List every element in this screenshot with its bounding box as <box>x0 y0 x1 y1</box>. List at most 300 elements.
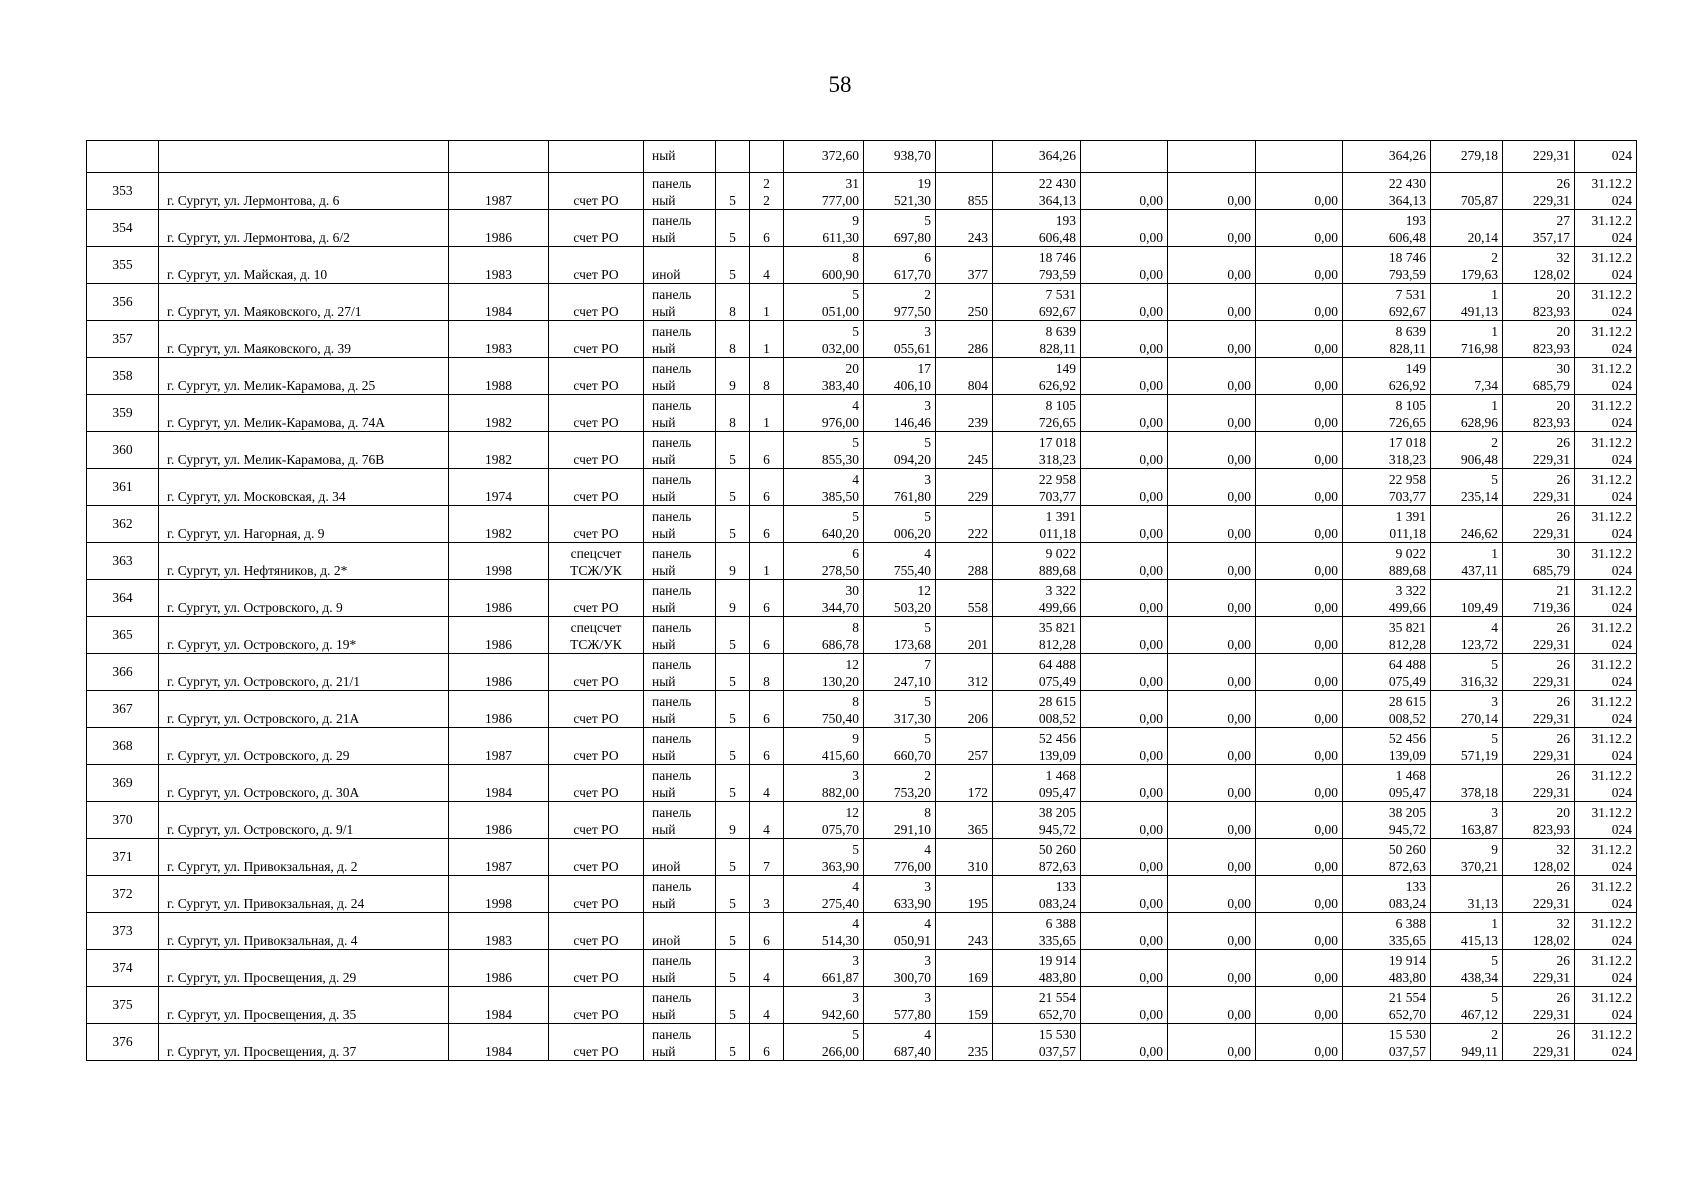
cell-line: 1986 <box>485 673 512 689</box>
cell-line: 235 <box>967 1043 988 1059</box>
cell-line: 0,00 <box>1227 784 1251 800</box>
max-unit-cost-cell <box>1503 543 1575 580</box>
fund-method-cell <box>549 506 644 543</box>
total-area-cell <box>784 506 864 543</box>
fund-source-2-cell <box>1168 432 1256 469</box>
fund-source-3-cell <box>1256 765 1343 802</box>
entrances-cell <box>750 247 784 284</box>
cell-line: 22 958 <box>1388 472 1426 487</box>
cell-line: 385,50 <box>821 488 859 504</box>
fund-source-3-cell <box>1256 432 1343 469</box>
fund-method-cell <box>549 876 644 913</box>
fund-source-1-cell <box>1081 876 1168 913</box>
cell-line: 364,26 <box>1038 148 1076 164</box>
cell-line: 335,65 <box>1388 932 1426 948</box>
cell-line: 0,00 <box>1139 673 1163 689</box>
cell-line: 239 <box>967 414 988 430</box>
cell-line: панель <box>652 694 692 709</box>
cell-line: 697,80 <box>893 229 931 245</box>
address-cell: г. Сургут, ул. Лермонтова, д. 6 <box>159 173 449 210</box>
cost-cell <box>993 765 1081 802</box>
cell-line: 31.12.2 <box>1591 287 1632 302</box>
cell-line: 1 <box>763 303 770 319</box>
cell-line: 793,59 <box>1038 266 1076 282</box>
cell-line: 977,50 <box>893 303 931 319</box>
cell-line: 193 <box>1405 213 1426 228</box>
cell-line: 8 <box>763 673 770 689</box>
cell-line: 5 <box>729 229 736 245</box>
cell-line: 2 <box>1491 250 1498 265</box>
cell-line: счет РО <box>573 784 619 800</box>
row-number-cell: 360 <box>87 432 159 469</box>
cell-line: 3 <box>924 953 931 968</box>
cell-line: 6 <box>763 451 770 467</box>
residents-cell <box>936 284 993 321</box>
cell-line: 0,00 <box>1139 266 1163 282</box>
cell-line: 243 <box>967 932 988 948</box>
year-built-cell <box>449 506 549 543</box>
deadline-cell <box>1575 141 1637 173</box>
cell-line: 1982 <box>485 451 512 467</box>
address-cell: г. Сургут, ул. Просвещения, д. 29 <box>159 950 449 987</box>
owner-funds-cell <box>1343 580 1431 617</box>
cell-line: 467,12 <box>1460 1006 1498 1022</box>
cell-line: 31.12.2 <box>1591 546 1632 561</box>
cell-line: 229,31 <box>1532 784 1570 800</box>
max-unit-cost-cell <box>1503 358 1575 395</box>
cell-line: 1983 <box>485 340 512 356</box>
cell-line: 8 639 <box>1395 324 1426 339</box>
row-number-cell <box>87 141 159 173</box>
total-area-cell <box>784 321 864 358</box>
fund-source-3-cell <box>1256 802 1343 839</box>
entrances-cell <box>750 506 784 543</box>
cell-line: 0,00 <box>1139 821 1163 837</box>
cell-line: 15 530 <box>1038 1027 1076 1042</box>
cell-line: 024 <box>1611 266 1632 282</box>
owner-funds-cell <box>1343 358 1431 395</box>
cell-line: 312 <box>967 673 988 689</box>
cell-line: 4 <box>852 472 859 487</box>
cell-line: 1983 <box>485 266 512 282</box>
cell-line: 26 <box>1556 435 1570 450</box>
cell-line: 1 391 <box>1395 509 1426 524</box>
cell-line: 1 <box>763 562 770 578</box>
cell-line: 812,28 <box>1388 636 1426 652</box>
max-unit-cost-cell <box>1503 173 1575 210</box>
cell-line: 1987 <box>485 192 512 208</box>
table-row <box>87 284 1637 321</box>
cell-line: 0,00 <box>1227 266 1251 282</box>
cell-line: 0,00 <box>1314 266 1338 282</box>
living-area-cell <box>864 728 936 765</box>
cell-line: спецсчет <box>570 620 622 635</box>
cell-line: 1984 <box>485 1006 512 1022</box>
owner-funds-cell <box>1343 839 1431 876</box>
cell-line: 31.12.2 <box>1591 805 1632 820</box>
cell-line: 692,67 <box>1038 303 1076 319</box>
fund-source-2-cell <box>1168 1024 1256 1061</box>
cell-line: 0,00 <box>1227 229 1251 245</box>
cell-line: 5 <box>729 969 736 985</box>
cell-line: 5 <box>729 525 736 541</box>
cell-line: 19 914 <box>1388 953 1426 968</box>
wall-material-cell <box>644 691 716 728</box>
cell-line: 0,00 <box>1314 673 1338 689</box>
cell-line: 0,00 <box>1314 1006 1338 1022</box>
cell-line: ный <box>652 747 676 763</box>
fund-source-1-cell <box>1081 321 1168 358</box>
cell-line: 0,00 <box>1139 414 1163 430</box>
year-built-cell <box>449 141 549 173</box>
cell-line: 1 <box>1491 398 1498 413</box>
deadline-cell <box>1575 321 1637 358</box>
cell-line: ный <box>652 673 676 689</box>
cell-line: 123,72 <box>1460 636 1498 652</box>
max-unit-cost-cell <box>1503 876 1575 913</box>
deadline-cell <box>1575 728 1637 765</box>
cell-line: ный <box>652 148 676 164</box>
wall-material-cell <box>644 543 716 580</box>
total-area-cell <box>784 1024 864 1061</box>
cell-line: счет РО <box>573 340 619 356</box>
fund-method-cell <box>549 210 644 247</box>
cell-line: 024 <box>1611 932 1632 948</box>
cell-line: 491,13 <box>1460 303 1498 319</box>
address-cell: г. Сургут, ул. Московская, д. 34 <box>159 469 449 506</box>
max-unit-cost-cell <box>1503 321 1575 358</box>
unit-cost-cell <box>1431 1024 1503 1061</box>
cost-cell <box>993 432 1081 469</box>
cell-line: 139,09 <box>1038 747 1076 763</box>
floors-cell <box>716 876 750 913</box>
cell-line: 20 <box>1556 398 1570 413</box>
cell-line: панель <box>652 509 692 524</box>
fund-source-2-cell <box>1168 839 1256 876</box>
floors-cell <box>716 1024 750 1061</box>
fund-source-2-cell <box>1168 210 1256 247</box>
cell-line: 949,11 <box>1461 1043 1498 1059</box>
cell-line: 661,87 <box>821 969 859 985</box>
cell-line: 35 821 <box>1038 620 1076 635</box>
table-row <box>87 765 1637 802</box>
cell-line: 776,00 <box>893 858 931 874</box>
cell-line: 1 468 <box>1045 768 1076 783</box>
living-area-cell <box>864 691 936 728</box>
cell-line: 5 <box>729 747 736 763</box>
cell-line: 5 <box>729 488 736 504</box>
row-number-cell: 372 <box>87 876 159 913</box>
cell-line: 055,61 <box>893 340 931 356</box>
cell-line: 195 <box>967 895 988 911</box>
living-area-cell <box>864 141 936 173</box>
residents-cell <box>936 210 993 247</box>
unit-cost-cell <box>1431 913 1503 950</box>
cost-cell <box>993 284 1081 321</box>
cell-line: 0,00 <box>1314 414 1338 430</box>
cell-line: 7 531 <box>1395 287 1426 302</box>
cell-line: 011,18 <box>1039 525 1076 541</box>
cell-line: 4 <box>852 398 859 413</box>
table-row <box>87 691 1637 728</box>
cell-line: ТСЖ/УК <box>570 636 622 652</box>
cell-line: 31.12.2 <box>1591 250 1632 265</box>
cell-line: 4 <box>924 916 931 931</box>
cell-line: 0,00 <box>1314 525 1338 541</box>
cell-line: 024 <box>1611 451 1632 467</box>
cell-line: 095,47 <box>1388 784 1426 800</box>
cell-line: 0,00 <box>1227 673 1251 689</box>
cell-line: 0,00 <box>1227 821 1251 837</box>
total-area-cell <box>784 141 864 173</box>
fund-source-2-cell <box>1168 284 1256 321</box>
cell-line: 2 <box>763 176 770 191</box>
living-area-cell <box>864 913 936 950</box>
cell-line: 415,13 <box>1460 932 1498 948</box>
cell-line: 024 <box>1611 377 1632 393</box>
cell-line: счет РО <box>573 895 619 911</box>
cell-line: 5 <box>1491 472 1498 487</box>
entrances-cell <box>750 950 784 987</box>
cost-cell <box>993 210 1081 247</box>
cell-line: ный <box>652 229 676 245</box>
owner-funds-cell <box>1343 173 1431 210</box>
cell-line: 1998 <box>485 895 512 911</box>
cell-line: 793,59 <box>1388 266 1426 282</box>
cell-line: 21 <box>1556 583 1570 598</box>
cell-line: 229,31 <box>1532 192 1570 208</box>
cell-line: счет РО <box>573 969 619 985</box>
cell-line: 26 <box>1556 768 1570 783</box>
deadline-cell <box>1575 395 1637 432</box>
cell-line: 006,20 <box>893 525 931 541</box>
fund-source-3-cell <box>1256 321 1343 358</box>
table-row <box>87 913 1637 950</box>
residents-cell <box>936 321 993 358</box>
cell-line: 12 <box>845 805 859 820</box>
year-built-cell <box>449 839 549 876</box>
cell-line: 139,09 <box>1388 747 1426 763</box>
cell-line: 245 <box>967 451 988 467</box>
residents-cell <box>936 802 993 839</box>
wall-material-cell <box>644 1024 716 1061</box>
cell-line: 1987 <box>485 858 512 874</box>
max-unit-cost-cell <box>1503 987 1575 1024</box>
cell-line: 872,63 <box>1388 858 1426 874</box>
cell-line: 300,70 <box>893 969 931 985</box>
year-built-cell <box>449 802 549 839</box>
year-built-cell <box>449 173 549 210</box>
owner-funds-cell <box>1343 728 1431 765</box>
cell-line: панель <box>652 657 692 672</box>
living-area-cell <box>864 802 936 839</box>
fund-method-cell <box>549 950 644 987</box>
cell-line: 0,00 <box>1139 747 1163 763</box>
address-cell: г. Сургут, ул. Островского, д. 9 <box>159 580 449 617</box>
fund-source-3-cell <box>1256 358 1343 395</box>
cell-line: 1 391 <box>1045 509 1076 524</box>
fund-source-3-cell <box>1256 469 1343 506</box>
entrances-cell <box>750 173 784 210</box>
fund-source-1-cell <box>1081 654 1168 691</box>
cell-line: 0,00 <box>1227 710 1251 726</box>
fund-source-2-cell <box>1168 395 1256 432</box>
wall-material-cell <box>644 284 716 321</box>
deadline-cell <box>1575 173 1637 210</box>
cell-line: 804 <box>967 377 988 393</box>
fund-source-3-cell <box>1256 654 1343 691</box>
cell-line: 4 <box>1491 620 1498 635</box>
fund-source-1-cell <box>1081 284 1168 321</box>
table-row <box>87 141 1637 173</box>
deadline-cell <box>1575 247 1637 284</box>
cell-line: ный <box>652 562 676 578</box>
cell-line: 889,68 <box>1038 562 1076 578</box>
cell-line: 64 488 <box>1388 657 1426 672</box>
cell-line: ный <box>652 192 676 208</box>
table-row <box>87 1024 1637 1061</box>
cell-line: 626,92 <box>1388 377 1426 393</box>
fund-source-1-cell <box>1081 506 1168 543</box>
total-area-cell <box>784 950 864 987</box>
cost-cell <box>993 469 1081 506</box>
living-area-cell <box>864 284 936 321</box>
cell-line: 0,00 <box>1139 636 1163 652</box>
max-unit-cost-cell <box>1503 580 1575 617</box>
max-unit-cost-cell <box>1503 802 1575 839</box>
cell-line: 6 <box>852 546 859 561</box>
cell-line: 5 <box>729 932 736 948</box>
cell-line: 4 <box>763 969 770 985</box>
living-area-cell <box>864 432 936 469</box>
cell-line: 1986 <box>485 599 512 615</box>
fund-source-3-cell <box>1256 506 1343 543</box>
fund-source-1-cell <box>1081 141 1168 173</box>
cell-line: 193 <box>1055 213 1076 228</box>
address-cell: г. Сургут, ул. Нефтяников, д. 2* <box>159 543 449 580</box>
fund-source-2-cell <box>1168 580 1256 617</box>
cell-line: 872,63 <box>1038 858 1076 874</box>
owner-funds-cell <box>1343 987 1431 1024</box>
fund-method-cell <box>549 765 644 802</box>
cell-line: 31.12.2 <box>1591 731 1632 746</box>
living-area-cell <box>864 1024 936 1061</box>
entrances-cell <box>750 839 784 876</box>
table-row <box>87 432 1637 469</box>
floors-cell <box>716 141 750 173</box>
fund-source-2-cell <box>1168 802 1256 839</box>
wall-material-cell <box>644 141 716 173</box>
cell-line: 5 <box>1491 990 1498 1005</box>
cell-line: счет РО <box>573 192 619 208</box>
cell-line: 0,00 <box>1314 858 1338 874</box>
address-cell <box>159 141 449 173</box>
cell-line: ный <box>652 969 676 985</box>
deadline-cell <box>1575 432 1637 469</box>
floors-cell <box>716 654 750 691</box>
max-unit-cost-cell <box>1503 141 1575 173</box>
cell-line: 28 615 <box>1038 694 1076 709</box>
residents-cell <box>936 1024 993 1061</box>
cell-line: 499,66 <box>1038 599 1076 615</box>
total-area-cell <box>784 876 864 913</box>
unit-cost-cell <box>1431 395 1503 432</box>
wall-material-cell <box>644 395 716 432</box>
cell-line: 30 <box>1556 546 1570 561</box>
cell-line: 6 <box>763 599 770 615</box>
cell-line: 146,46 <box>893 414 931 430</box>
cell-line: 0,00 <box>1227 932 1251 948</box>
owner-funds-cell <box>1343 691 1431 728</box>
cell-line: панель <box>652 546 692 561</box>
cell-line: 0,00 <box>1139 932 1163 948</box>
cell-line: 64 488 <box>1038 657 1076 672</box>
total-area-cell <box>784 358 864 395</box>
wall-material-cell <box>644 913 716 950</box>
cost-cell <box>993 358 1081 395</box>
floors-cell <box>716 802 750 839</box>
cell-line: 037,57 <box>1038 1043 1076 1059</box>
cell-line: счет РО <box>573 1043 619 1059</box>
cell-line: 5 <box>729 710 736 726</box>
fund-source-3-cell <box>1256 1024 1343 1061</box>
total-area-cell <box>784 691 864 728</box>
cell-line: 9 <box>852 731 859 746</box>
floors-cell <box>716 580 750 617</box>
cell-line: панель <box>652 361 692 376</box>
max-unit-cost-cell <box>1503 1024 1575 1061</box>
floors-cell <box>716 247 750 284</box>
floors-cell <box>716 469 750 506</box>
cell-line: 3 <box>852 953 859 968</box>
cell-line: 685,79 <box>1532 377 1570 393</box>
floors-cell <box>716 173 750 210</box>
fund-source-1-cell <box>1081 765 1168 802</box>
cell-line: 335,65 <box>1038 932 1076 948</box>
fund-source-1-cell <box>1081 913 1168 950</box>
fund-source-1-cell <box>1081 802 1168 839</box>
cell-line: 0,00 <box>1139 229 1163 245</box>
address-cell: г. Сургут, ул. Островского, д. 29 <box>159 728 449 765</box>
cell-line: 1974 <box>485 488 512 504</box>
floors-cell <box>716 432 750 469</box>
cell-line: 3 <box>924 324 931 339</box>
cell-line: 250 <box>967 303 988 319</box>
cell-line: 26 <box>1556 990 1570 1005</box>
fund-method-cell <box>549 173 644 210</box>
max-unit-cost-cell <box>1503 210 1575 247</box>
fund-source-2-cell <box>1168 506 1256 543</box>
fund-method-cell <box>549 469 644 506</box>
cell-line: 640,20 <box>821 525 859 541</box>
owner-funds-cell <box>1343 141 1431 173</box>
cell-line: 037,57 <box>1388 1043 1426 1059</box>
row-number-cell: 357 <box>87 321 159 358</box>
cell-line: 1 <box>763 340 770 356</box>
cell-line: 3 <box>924 472 931 487</box>
row-number-cell: 367 <box>87 691 159 728</box>
deadline-cell <box>1575 987 1637 1024</box>
unit-cost-cell <box>1431 543 1503 580</box>
cell-line: 179,63 <box>1460 266 1498 282</box>
cell-line: 22 430 <box>1038 176 1076 191</box>
owner-funds-cell <box>1343 395 1431 432</box>
cell-line: 0,00 <box>1227 599 1251 615</box>
cell-line: 0,00 <box>1139 340 1163 356</box>
cell-line: 19 <box>917 176 931 191</box>
address-cell: г. Сургут, ул. Лермонтова, д. 6/2 <box>159 210 449 247</box>
living-area-cell <box>864 987 936 1024</box>
